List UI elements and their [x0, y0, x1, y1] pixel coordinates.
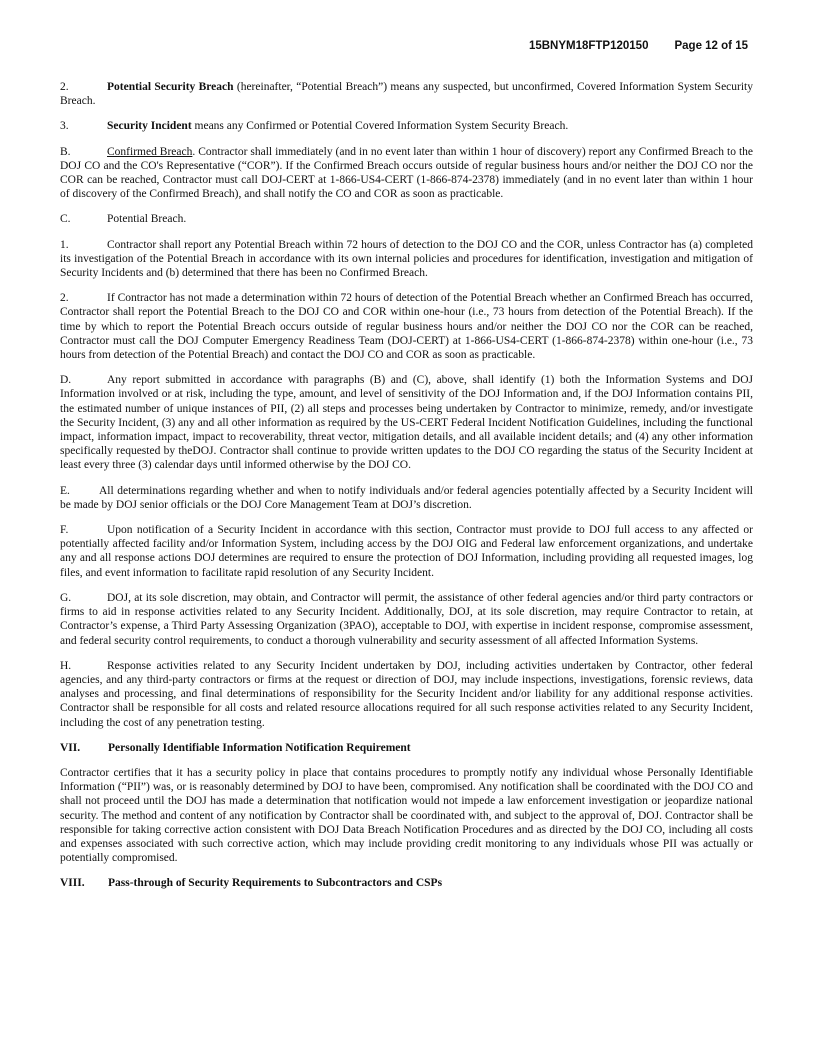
section-title: Personally Identifiable Information Notification Requirement: [108, 741, 411, 754]
paragraph-marker: F.: [60, 524, 69, 537]
paragraph-heading: Confirmed Breach: [107, 145, 193, 158]
paragraph-text: means any Confirmed or Potential Covered Information System Security Breach.: [191, 120, 569, 133]
paragraph-c-potential-breach: [60, 212, 753, 226]
section-marker: VIII.: [60, 877, 85, 890]
paragraph-marker: H.: [60, 659, 72, 672]
paragraph-marker: 2.: [60, 81, 69, 93]
paragraph-text: Any report submitted in accordance with paragraphs (B) and (C), above, shall identify (1) both the Information Systems and DOJ Information involved or at risk, including the type, amount, and level of sensitivity of the DOJ Information and, if the DOJ Information contains PII, the estimated number of unique instances of PII, (2) all steps and processes being undertaken by Contractor to minimize, remedy, and/or investigate the Security Incident, (3) any and all other information as required by the US-CERT Federal Incident Notification Guidelines, including the functional impact, information impact, impact to recoverability, threat vector, mitigation details, and all available incident details; and (4) any other information specifically requested by theDOJ. Contractor shall continue to provide written updates to the DOJ CO regarding the status of the Security Incident at least every three (3) calendar days until informed otherwise by the DOJ CO.: [60, 374, 753, 472]
paragraph-b-confirmed-breach: [60, 145, 753, 202]
paragraph-text: Contractor certifies that it has a security policy in place that contains procedures to promptly notify any individual whose Personally Identifiable Information (“PII”) was, or is reasonably determined by DOJ to have been, compromised. Any notification shall be coordinated with the DOJ CO and shall not proceed until the DOJ has made a determination that notification would not impede a law enforcement investigation or jeopardize national security. The method and content of any notification by Contractor shall be coordinated with, and subject to the approval of, DOJ. Contractor shall be responsible for taking corrective action consistent with DOJ Data Breach Notification Procedures and as directed by the DOJ CO, including all costs and expenses associated with such corrective action, which may include providing credit monitoring to any individuals whose PII was actually or potentially compromised.: [60, 766, 753, 865]
paragraph-text: DOJ, at its sole discretion, may obtain, and Contractor will permit, the assistance of other federal agencies and/or third party contractors or firms to aid in response activities related to any Security Incident. Additionally, DOJ, at its sole discretion, may require Contractor to retain, at Contractor’s expense, a Third Party Assessing Organization (3PAO), acceptable to DOJ, with expertise in incident response, compromise assessment, and federal security control requirements, to conduct a thorough vulnerability and security assessment of all affected Information Systems.: [60, 591, 753, 647]
paragraph-d: [60, 373, 753, 472]
paragraph-marker: 3.: [60, 120, 69, 133]
paragraph-h: [60, 659, 753, 730]
paragraph-marker: 2.: [60, 292, 69, 305]
page-header: [529, 39, 748, 53]
paragraph-marker: E.: [60, 484, 70, 497]
defined-term: Potential Security Breach: [107, 81, 234, 93]
paragraph-text: All determinations regarding whether and when to notify individuals and/or federal agencies potentially affected by a Security Incident will be made by DOJ senior officials or the DOJ Core Management Team at DOJ’s discretion.: [60, 484, 753, 511]
paragraph-3-security-incident: [60, 119, 753, 133]
section-heading-vii: [60, 741, 753, 755]
paragraph-text: Potential Breach.: [107, 213, 187, 226]
section-vii-body: [60, 766, 753, 865]
paragraph-marker: B.: [60, 145, 71, 158]
paragraph-marker: C.: [60, 213, 71, 226]
paragraph-c2: [60, 291, 753, 362]
paragraph-text: . Contractor shall immediately (and in no event later than within 1 hour of discovery) report any Confirmed Breach to the DOJ CO and the CO's Representative (“COR”). If the Confirmed Breach occurs outside of regular business hours and/or neither the DOJ CO nor the COR can be reached, Contractor must call DOJ-CERT at 1-866-US4-CERT (1-866-874-2378) immediately (and in no event later than within 1 hour of discovery of the Confirmed Breach), and shall notify the CO and COR as soon as practicable.: [60, 145, 753, 201]
defined-term: Security Incident: [107, 120, 192, 133]
paragraph-text: Contractor shall report any Potential Breach within 72 hours of detection to the DOJ CO and the COR, unless Contractor has (a) completed its investigation of the Potential Breach in accordance with its own internal policies and procedures for identification, investigation and mitigation of Security Incidents and (b) determined that there has been no Confirmed Breach.: [60, 238, 753, 280]
paragraph-text: Upon notification of a Security Incident in accordance with this section, Contractor must provide to DOJ full access to any affected or potentially affected facility and/or Information System, including access by the DOJ OIG and Federal law enforcement organizations, and undertake any and all response actions DOJ determines are required to ensure the protection of DOJ Information, including providing all requested images, log files, and event information to facilitate rapid resolution of any Security Incident.: [60, 524, 753, 579]
paragraph-text: If Contractor has not made a determination within 72 hours of detection of the Potential Breach whether an Confirmed Breach has occurred, Contractor shall report the Potential Breach to the DOJ CO and COR within one-hour (i.e., 73 hours from detection of the Potential Breach). If the time by which to report the Potential Breach occurs outside of regular business hours and/or neither the DOJ CO nor the COR can be reached, Contractor must call the DOJ Computer Emergency Readiness Team (DOJ-CERT) at 1-866-US4-CERT (1-866-874-2378) within one-hour (i.e., 73 hours from detection of the Potential Breach) and contact the DOJ CO and COR as soon as practicable.: [60, 292, 753, 362]
paragraph-2-potential-security-breach: [60, 80, 753, 108]
section-title: Pass-through of Security Requirements to Subcontractors and CSPs: [108, 877, 443, 890]
paragraph-marker: G.: [60, 591, 72, 604]
document-id: 15BNYM18FTP120150: [528, 40, 649, 52]
paragraph-marker: D.: [60, 374, 72, 387]
paragraph-c1: [60, 238, 753, 281]
section-marker: VII.: [60, 741, 81, 754]
paragraph-f: [60, 523, 753, 580]
document-body: [60, 80, 753, 902]
paragraph-marker: 1.: [60, 238, 69, 251]
page-number: Page 12 of 15: [674, 40, 748, 52]
paragraph-e: [60, 484, 753, 512]
section-heading-viii: [60, 876, 753, 890]
paragraph-text: Response activities related to any Security Incident undertaken by DOJ, including activities undertaken by Contractor, other federal agencies, and any third-party contractors or firms at the request or direction of DOJ, may include inspections, investigations, forensic reviews, data analyses and processing, and final determinations of responsibility for the Security Incident and/or liability for any additional response activities. Contractor shall be responsible for all costs and related resource allocations required for all such response activities related to any Security Incident, including the cost of any penetration testing.: [60, 659, 753, 729]
paragraph-text: (hereinafter, “Potential Breach”) means any suspected, but unconfirmed, Covered Information System Security Breach.: [60, 81, 754, 108]
paragraph-g: [60, 591, 753, 648]
